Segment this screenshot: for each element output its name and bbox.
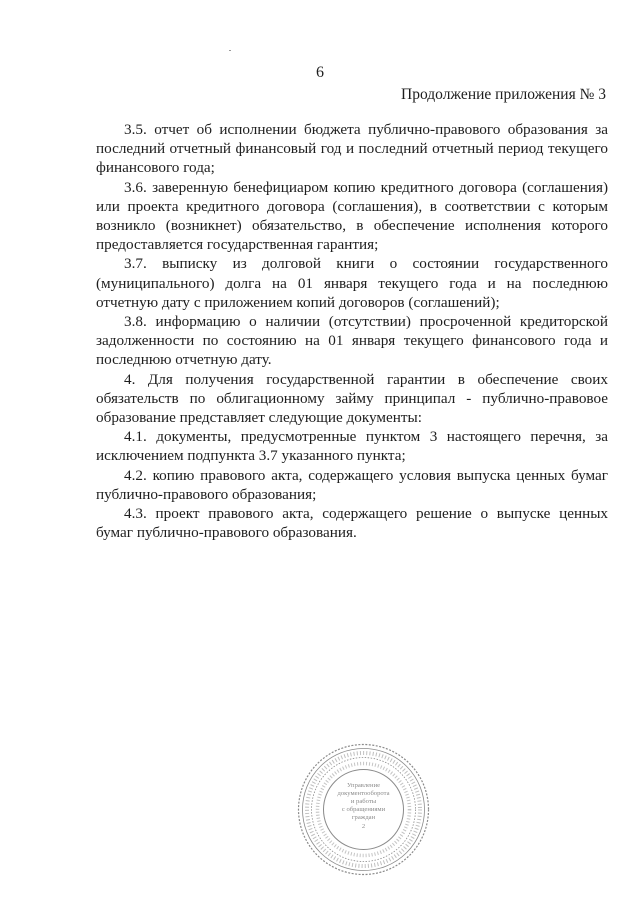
seal-line: 2 bbox=[361, 823, 366, 830]
paragraph-3-8: 3.8. информацию о наличии (отсутствии) просроченной кредиторской задолженности по состоянию на 01 января текущего финансового года и последнюю отчетную дату. bbox=[96, 313, 608, 369]
page-number: 6 bbox=[316, 64, 324, 81]
seal-line: граждан bbox=[351, 814, 376, 821]
seal-line: Управление bbox=[346, 782, 381, 789]
official-stamp-seal bbox=[296, 742, 431, 877]
seal-text-lines bbox=[337, 782, 389, 830]
paragraph-3-7: 3.7. выписку из долговой книги о состоянии государственного (муниципального) долга на 01 января текущего года и на последнюю отчетную дату с приложением копий договоров (соглашений); bbox=[96, 255, 608, 311]
seal-line: с обращениями bbox=[341, 806, 386, 813]
paragraph-4-1: 4.1. документы, предусмотренные пунктом 3 настоящего перечня, за исключением подпункта 3.7 указанного пункта; bbox=[96, 428, 608, 465]
document-body bbox=[96, 120, 608, 542]
scan-speck bbox=[229, 50, 231, 51]
paragraph-4-2: 4.2. копию правового акта, содержащего условия выпуска ценных бумаг публично-правового образования; bbox=[96, 466, 608, 503]
seal-line: документооборота bbox=[337, 790, 390, 797]
seal-line: и работы bbox=[350, 798, 377, 805]
paragraph-3-6: 3.6. заверенную бенефициаром копию кредитного договора (соглашения) или проекта кредитного договора (соглашения), в соответствии с которым возникло (возникнет) обязательство, в обеспечение исполнения которого предоставляется государственная гарантия; bbox=[96, 178, 608, 254]
appendix-continuation-label: Продолжение приложения № 3 bbox=[401, 86, 606, 103]
paragraph-3-5: 3.5. отчет об исполнении бюджета публично-правового образования за последний отчетный финансовый год и последний отчетный период текущего финансового года; bbox=[96, 121, 608, 177]
paragraph-4: 4. Для получения государственной гарантии в обеспечение своих обязательств по облигационному займу принципал - публично-правовое образование представляет следующие документы: bbox=[96, 370, 608, 427]
paragraph-4-3: 4.3. проект правового акта, содержащего решение о выпуске ценных бумаг публично-правового образования. bbox=[96, 505, 608, 542]
